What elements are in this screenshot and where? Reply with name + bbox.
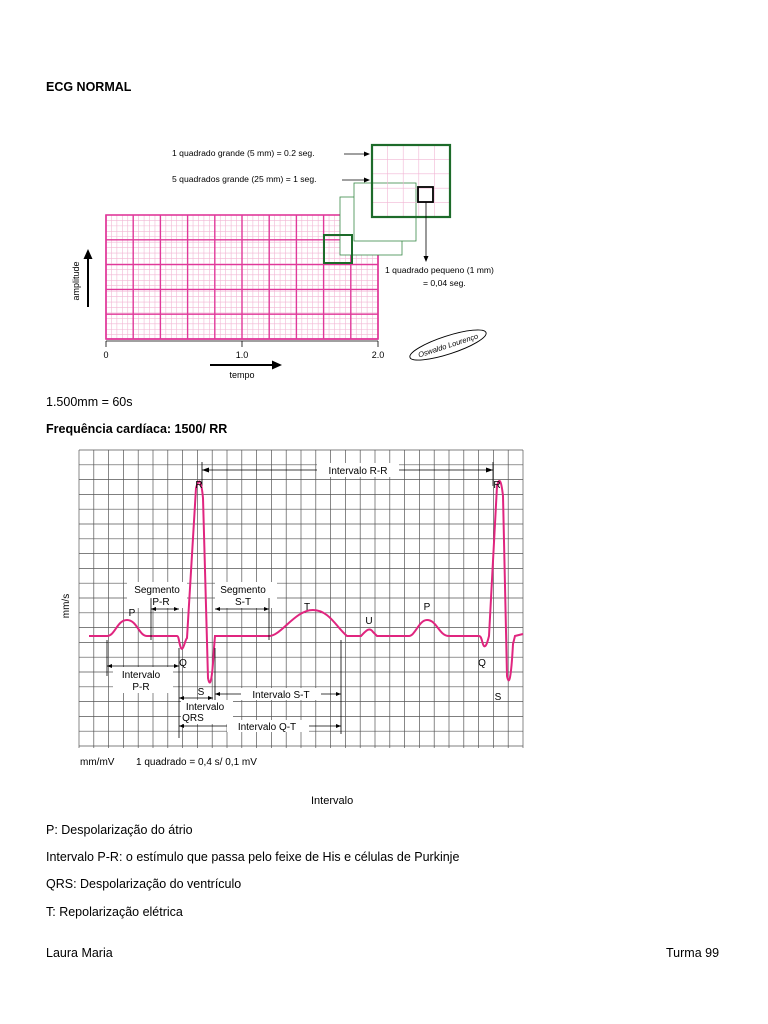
tick-1: 1.0: [235, 350, 249, 360]
st-segment-annotation: [215, 582, 277, 640]
mm-s-label: mm/s: [61, 593, 72, 619]
note-five-squares: 5 quadrados grande (25 mm) = 1 seg.: [172, 174, 317, 184]
label-u: U: [365, 616, 373, 627]
svg-text:P-R: P-R: [132, 682, 150, 693]
amplitude-label: amplitude: [71, 261, 81, 301]
ecg-trace: [89, 481, 523, 683]
footer-author: Laura Maria: [46, 946, 113, 960]
small-square-highlight: [418, 187, 433, 202]
definition-pr-interval: Intervalo P-R: o estímulo que passa pelo feixe de His e células de Purkinje: [46, 850, 460, 864]
tick-0: 0: [103, 350, 109, 360]
definition-t: T: Repolarização elétrica: [46, 905, 183, 919]
svg-text:P-R: P-R: [152, 597, 170, 608]
ecg-waveform-figure: [55, 448, 535, 778]
page-title: ECG NORMAL: [46, 80, 132, 94]
footer-class: Turma 99: [666, 946, 720, 960]
label-q2: Q: [478, 658, 486, 669]
svg-text:Oswaldo Lourenço: Oswaldo Lourenço: [417, 331, 480, 360]
label-p1: P: [128, 608, 136, 619]
note-small-square-1: 1 quadrado pequeno (1 mm): [385, 265, 494, 275]
formula-mm: 1.500mm = 60s: [46, 395, 133, 409]
tick-2: 2.0: [371, 350, 385, 360]
label-p2: P: [423, 602, 431, 613]
svg-text:S-T: S-T: [234, 597, 252, 608]
zoom-frame-2: [354, 183, 416, 241]
scale-unit: mm/mV: [80, 757, 115, 768]
ecg-paper-major-grid: [106, 215, 378, 339]
svg-text:QRS: QRS: [182, 713, 204, 724]
label-r2: R: [493, 480, 501, 491]
label-s1: S: [197, 687, 205, 698]
svg-text:Intervalo R-R: Intervalo R-R: [328, 466, 388, 477]
svg-text:Intervalo Q-T: Intervalo Q-T: [237, 722, 297, 733]
label-r1: R: [195, 480, 203, 491]
figure-caption: Intervalo: [311, 795, 354, 807]
time-label: tempo: [229, 370, 255, 380]
note-small-square-2: = 0,04 seg.: [423, 278, 466, 288]
note-big-square: 1 quadrado grande (5 mm) = 0.2 seg.: [172, 148, 315, 158]
svg-text:Segmento: Segmento: [134, 585, 180, 596]
label-t: T: [303, 602, 311, 613]
ecg-paper-figure: [60, 135, 520, 385]
scale-note: 1 quadrado = 0,4 s/ 0,1 mV: [136, 757, 257, 768]
pr-interval-annotation: [107, 640, 179, 693]
pr-segment-annotation: [127, 582, 187, 640]
definition-qrs: QRS: Despolarização do ventrículo: [46, 877, 242, 891]
label-q1: Q: [179, 658, 187, 669]
svg-text:Intervalo S-T: Intervalo S-T: [252, 690, 310, 701]
label-s2: S: [494, 692, 502, 703]
svg-text:Segmento: Segmento: [220, 585, 266, 596]
heart-rate-label: Frequência cardíaca: 1500/ RR: [46, 422, 228, 436]
svg-text:Intervalo: Intervalo: [185, 702, 225, 713]
author-signature: [407, 324, 489, 366]
svg-text:Intervalo: Intervalo: [121, 670, 161, 681]
qrs-interval-annotation: [179, 648, 233, 738]
definition-p: P: Despolarização do átrio: [46, 823, 193, 837]
